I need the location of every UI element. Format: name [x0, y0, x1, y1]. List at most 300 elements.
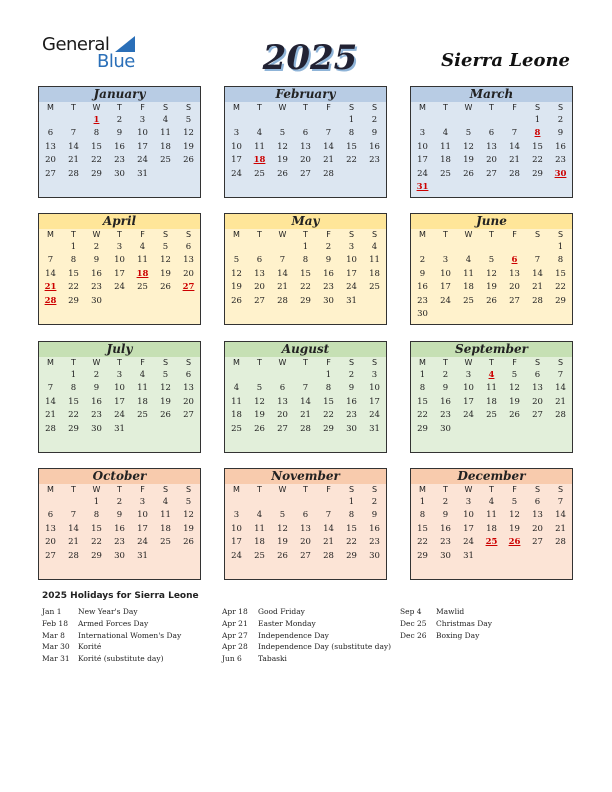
empty-day-cell	[271, 495, 294, 509]
weekday-header: W	[278, 485, 287, 494]
weekday-header: M	[47, 230, 54, 239]
weekday-header: S	[371, 358, 378, 367]
empty-day-cell	[294, 495, 317, 509]
day-cell: 21	[45, 410, 56, 421]
day-cell: 1	[70, 369, 77, 380]
month-january	[38, 86, 201, 198]
holidays-title: 2025 Holidays for Sierra Leone	[42, 591, 199, 601]
empty-day-cell	[480, 181, 503, 195]
weekday-header: T	[443, 485, 448, 494]
weekday-header: W	[278, 358, 287, 367]
day-cell: 20	[183, 268, 194, 279]
day-cell: 14	[323, 523, 334, 534]
day-cell: 14	[555, 510, 566, 521]
day-cell: 23	[114, 155, 125, 166]
day-cell: 27	[532, 410, 543, 421]
day-cell: 21	[300, 410, 311, 421]
day-cell: 13	[532, 383, 543, 394]
day-cell: 5	[162, 369, 169, 380]
day-cell: 22	[532, 155, 543, 166]
empty-day-cell	[248, 495, 271, 509]
day-cell: 23	[346, 410, 357, 421]
day-cell: 15	[346, 141, 357, 152]
day-cell: 22	[555, 282, 566, 293]
day-cell: 17	[231, 155, 242, 166]
empty-day-cell	[225, 113, 248, 127]
day-cell: 7	[557, 369, 564, 380]
day-cell: 26	[254, 423, 265, 434]
day-cell: 10	[114, 383, 125, 394]
day-cell: 7	[325, 128, 332, 139]
empty-day-cell	[549, 422, 572, 436]
day-cell: 27	[183, 410, 194, 421]
weekday-header: F	[140, 230, 145, 239]
day-cell: 21	[509, 155, 520, 166]
day-cell: 8	[93, 510, 100, 521]
holiday-day-cell: 30	[554, 168, 567, 179]
empty-day-cell	[457, 113, 480, 127]
day-cell: 4	[256, 128, 263, 139]
day-cell: 29	[91, 550, 102, 561]
day-cell: 13	[183, 383, 194, 394]
day-cell: 29	[68, 295, 79, 306]
holiday-date: Mar 31	[42, 654, 70, 664]
day-cell: 28	[555, 410, 566, 421]
day-cell: 25	[440, 168, 451, 179]
weekday-header: F	[326, 485, 331, 494]
day-cell: 24	[417, 168, 428, 179]
day-cell: 16	[417, 282, 428, 293]
day-cell: 6	[185, 241, 192, 252]
day-cell: 30	[114, 550, 125, 561]
holiday-name: New Year's Day	[78, 607, 138, 616]
logo-triangle-icon	[115, 36, 135, 52]
weekday-header: T	[489, 358, 494, 367]
day-cell: 27	[300, 550, 311, 561]
day-cell: 11	[440, 141, 451, 152]
day-cell: 30	[440, 550, 451, 561]
day-cell: 14	[45, 396, 56, 407]
day-cell: 1	[348, 114, 355, 125]
day-cell: 18	[463, 282, 474, 293]
day-cell: 12	[509, 510, 520, 521]
holiday-date: Apr 21	[222, 618, 248, 628]
month-table	[39, 484, 200, 563]
day-cell: 3	[116, 369, 123, 380]
day-cell: 6	[185, 369, 192, 380]
day-cell: 27	[486, 168, 497, 179]
country-title: Sierra Leone	[441, 50, 570, 71]
empty-day-cell	[248, 240, 271, 254]
day-cell: 24	[231, 550, 242, 561]
day-cell: 24	[463, 537, 474, 548]
day-cell: 25	[160, 537, 171, 548]
weekday-header: M	[419, 103, 426, 112]
empty-day-cell	[526, 422, 549, 436]
weekday-header: M	[47, 485, 54, 494]
holiday-day-cell: 25	[485, 537, 498, 548]
empty-day-cell	[177, 422, 200, 436]
day-cell: 20	[509, 282, 520, 293]
weekday-header: F	[512, 358, 517, 367]
empty-day-cell	[177, 294, 200, 308]
day-cell: 18	[440, 155, 451, 166]
day-cell: 15	[300, 268, 311, 279]
day-cell: 6	[534, 496, 541, 507]
day-cell: 8	[70, 255, 77, 266]
empty-day-cell	[131, 294, 154, 308]
day-cell: 8	[419, 510, 426, 521]
holiday-item	[400, 630, 492, 642]
day-cell: 14	[277, 268, 288, 279]
month-name: April	[39, 214, 200, 229]
day-cell: 2	[348, 369, 355, 380]
day-cell: 23	[440, 537, 451, 548]
day-cell: 25	[369, 282, 380, 293]
day-cell: 4	[162, 496, 169, 507]
day-cell: 5	[256, 383, 263, 394]
day-cell: 2	[371, 114, 378, 125]
holiday-name: Armed Forces Day	[78, 618, 149, 628]
day-cell: 10	[231, 523, 242, 534]
day-cell: 6	[47, 510, 54, 521]
holiday-item	[222, 618, 391, 630]
day-cell: 16	[369, 141, 380, 152]
day-cell: 10	[137, 510, 148, 521]
day-cell: 29	[346, 550, 357, 561]
day-cell: 24	[369, 410, 380, 421]
day-cell: 24	[137, 537, 148, 548]
empty-day-cell	[154, 549, 177, 563]
day-cell: 5	[279, 510, 286, 521]
weekday-header: M	[419, 230, 426, 239]
day-cell: 24	[231, 168, 242, 179]
empty-day-cell	[271, 368, 294, 382]
holiday-item	[222, 630, 391, 642]
weekday-header: W	[92, 230, 101, 239]
holiday-item	[42, 606, 181, 618]
day-cell: 17	[440, 282, 451, 293]
empty-day-cell	[62, 495, 85, 509]
day-cell: 10	[463, 383, 474, 394]
day-cell: 6	[47, 128, 54, 139]
weekday-header: T	[489, 230, 494, 239]
empty-day-cell	[457, 181, 480, 195]
month-may	[224, 213, 387, 325]
day-cell: 12	[463, 141, 474, 152]
empty-day-cell	[62, 113, 85, 127]
day-cell: 11	[160, 510, 171, 521]
empty-day-cell	[271, 240, 294, 254]
day-cell: 16	[114, 141, 125, 152]
empty-day-cell	[154, 167, 177, 181]
day-cell: 10	[346, 255, 357, 266]
day-cell: 23	[369, 155, 380, 166]
weekday-header: F	[512, 103, 517, 112]
day-cell: 11	[486, 510, 497, 521]
day-cell: 9	[442, 510, 449, 521]
empty-day-cell	[480, 549, 503, 563]
day-cell: 4	[162, 114, 169, 125]
holiday-day-cell: 1	[93, 114, 100, 125]
holiday-item	[42, 641, 181, 653]
weekday-header: T	[117, 230, 122, 239]
empty-day-cell	[549, 549, 572, 563]
day-cell: 29	[323, 423, 334, 434]
weekday-header: S	[371, 485, 378, 494]
day-cell: 11	[486, 383, 497, 394]
day-cell: 29	[68, 423, 79, 434]
day-cell: 9	[116, 128, 123, 139]
holiday-item	[42, 618, 181, 630]
empty-day-cell	[526, 549, 549, 563]
day-cell: 17	[114, 396, 125, 407]
day-cell: 19	[160, 396, 171, 407]
weekday-header: W	[92, 358, 101, 367]
empty-day-cell	[503, 240, 526, 254]
day-cell: 27	[254, 295, 265, 306]
weekday-header: W	[464, 103, 473, 112]
holiday-date: Apr 18	[222, 607, 248, 616]
day-cell: 27	[45, 168, 56, 179]
weekday-header: S	[348, 230, 355, 239]
day-cell: 16	[323, 268, 334, 279]
day-cell: 3	[139, 496, 146, 507]
day-cell: 8	[325, 383, 332, 394]
holiday-day-cell: 26	[508, 537, 521, 548]
holiday-date: Dec 26	[400, 630, 427, 640]
weekday-header: W	[278, 103, 287, 112]
weekday-header: S	[185, 485, 192, 494]
day-cell: 3	[139, 114, 146, 125]
day-cell: 25	[463, 295, 474, 306]
empty-day-cell	[480, 113, 503, 127]
day-cell: 11	[254, 141, 265, 152]
month-name: January	[39, 87, 200, 102]
day-cell: 26	[486, 295, 497, 306]
day-cell: 14	[68, 141, 79, 152]
day-cell: 12	[160, 255, 171, 266]
day-cell: 12	[183, 510, 194, 521]
day-cell: 19	[183, 141, 194, 152]
day-cell: 3	[116, 241, 123, 252]
day-cell: 21	[68, 537, 79, 548]
holiday-date: Apr 27	[222, 630, 248, 640]
empty-day-cell	[271, 113, 294, 127]
day-cell: 9	[325, 255, 332, 266]
empty-day-cell	[225, 240, 248, 254]
day-cell: 8	[419, 383, 426, 394]
day-cell: 5	[511, 496, 518, 507]
day-cell: 15	[323, 396, 334, 407]
month-september	[410, 341, 573, 453]
day-cell: 26	[277, 168, 288, 179]
day-cell: 17	[137, 523, 148, 534]
weekday-header: S	[162, 485, 169, 494]
day-cell: 25	[254, 550, 265, 561]
month-name: March	[411, 87, 572, 102]
day-cell: 11	[463, 268, 474, 279]
day-cell: 2	[442, 369, 449, 380]
day-cell: 2	[371, 496, 378, 507]
day-cell: 24	[114, 410, 125, 421]
weekday-header: M	[233, 103, 240, 112]
weekday-header: T	[303, 230, 308, 239]
holiday-item	[222, 641, 391, 653]
day-cell: 13	[300, 141, 311, 152]
day-cell: 19	[509, 523, 520, 534]
month-february	[224, 86, 387, 198]
weekday-header: S	[348, 103, 355, 112]
logo-text-blue: Blue	[97, 51, 135, 72]
day-cell: 23	[114, 537, 125, 548]
day-cell: 10	[463, 510, 474, 521]
day-cell: 12	[277, 523, 288, 534]
weekday-header: M	[419, 358, 426, 367]
holiday-name: Korité (substitute day)	[78, 654, 164, 664]
holiday-name: Christmas Day	[436, 618, 492, 628]
day-cell: 13	[300, 523, 311, 534]
day-cell: 20	[45, 537, 56, 548]
day-cell: 14	[323, 141, 334, 152]
day-cell: 15	[417, 523, 428, 534]
day-cell: 7	[279, 255, 286, 266]
day-cell: 9	[116, 510, 123, 521]
day-cell: 6	[256, 255, 263, 266]
empty-day-cell	[549, 181, 572, 195]
day-cell: 21	[323, 155, 334, 166]
empty-day-cell	[503, 308, 526, 322]
day-cell: 2	[116, 496, 123, 507]
day-cell: 12	[277, 141, 288, 152]
empty-day-cell	[526, 181, 549, 195]
weekday-header: M	[233, 230, 240, 239]
month-april	[38, 213, 201, 325]
weekday-header: S	[162, 103, 169, 112]
day-cell: 3	[233, 128, 240, 139]
day-cell: 29	[417, 550, 428, 561]
weekday-header: W	[464, 485, 473, 494]
holiday-day-cell: 8	[534, 128, 541, 139]
day-cell: 5	[465, 128, 472, 139]
day-cell: 23	[417, 295, 428, 306]
weekday-header: T	[117, 485, 122, 494]
day-cell: 25	[254, 168, 265, 179]
weekday-header: S	[557, 358, 564, 367]
weekday-header: T	[71, 485, 76, 494]
empty-day-cell	[503, 549, 526, 563]
weekday-header: S	[557, 230, 564, 239]
month-december	[410, 468, 573, 580]
day-cell: 3	[419, 128, 426, 139]
holiday-column	[42, 606, 181, 665]
day-cell: 25	[486, 410, 497, 421]
day-cell: 21	[555, 523, 566, 534]
day-cell: 2	[93, 369, 100, 380]
day-cell: 18	[369, 268, 380, 279]
day-cell: 15	[346, 523, 357, 534]
day-cell: 18	[160, 141, 171, 152]
day-cell: 30	[323, 295, 334, 306]
day-cell: 28	[68, 550, 79, 561]
day-cell: 18	[160, 523, 171, 534]
day-cell: 1	[348, 496, 355, 507]
empty-day-cell	[480, 422, 503, 436]
empty-day-cell	[340, 167, 363, 181]
month-table	[39, 102, 200, 181]
weekday-header: S	[534, 230, 541, 239]
weekday-header: S	[348, 485, 355, 494]
weekday-header: S	[534, 103, 541, 112]
weekday-header: T	[257, 103, 262, 112]
weekday-header: T	[489, 485, 494, 494]
weekday-header: T	[71, 230, 76, 239]
day-cell: 28	[45, 423, 56, 434]
weekday-header: F	[140, 358, 145, 367]
empty-day-cell	[434, 308, 457, 322]
day-cell: 5	[279, 128, 286, 139]
weekday-header: T	[71, 103, 76, 112]
day-cell: 11	[137, 383, 148, 394]
day-cell: 22	[417, 537, 428, 548]
holiday-date: Jan 1	[42, 607, 62, 616]
day-cell: 18	[486, 523, 497, 534]
day-cell: 26	[183, 537, 194, 548]
day-cell: 25	[137, 410, 148, 421]
day-cell: 31	[463, 550, 474, 561]
day-cell: 10	[231, 141, 242, 152]
day-cell: 30	[114, 168, 125, 179]
empty-day-cell	[526, 308, 549, 322]
day-cell: 16	[555, 141, 566, 152]
day-cell: 4	[442, 128, 449, 139]
day-cell: 17	[417, 155, 428, 166]
weekday-header: S	[162, 358, 169, 367]
day-cell: 25	[160, 155, 171, 166]
weekday-header: F	[512, 230, 517, 239]
day-cell: 12	[160, 383, 171, 394]
day-cell: 11	[369, 255, 380, 266]
holiday-day-cell: 31	[416, 182, 429, 193]
day-cell: 5	[511, 369, 518, 380]
weekday-header: T	[303, 358, 308, 367]
day-cell: 8	[348, 128, 355, 139]
day-cell: 8	[557, 255, 564, 266]
day-cell: 28	[68, 168, 79, 179]
day-cell: 27	[277, 423, 288, 434]
holiday-date: Mar 30	[42, 642, 70, 652]
day-cell: 23	[91, 410, 102, 421]
day-cell: 22	[346, 155, 357, 166]
day-cell: 27	[45, 550, 56, 561]
holiday-item	[222, 653, 391, 665]
holiday-item	[42, 653, 181, 665]
empty-day-cell	[248, 368, 271, 382]
day-cell: 13	[277, 396, 288, 407]
weekday-header: W	[464, 230, 473, 239]
day-cell: 6	[534, 369, 541, 380]
empty-day-cell	[294, 368, 317, 382]
day-cell: 26	[160, 282, 171, 293]
weekday-header: T	[443, 230, 448, 239]
day-cell: 24	[346, 282, 357, 293]
day-cell: 12	[486, 268, 497, 279]
day-cell: 9	[557, 128, 564, 139]
day-cell: 24	[440, 295, 451, 306]
logo-text-general: General	[42, 34, 110, 55]
day-cell: 15	[68, 268, 79, 279]
day-cell: 24	[137, 155, 148, 166]
